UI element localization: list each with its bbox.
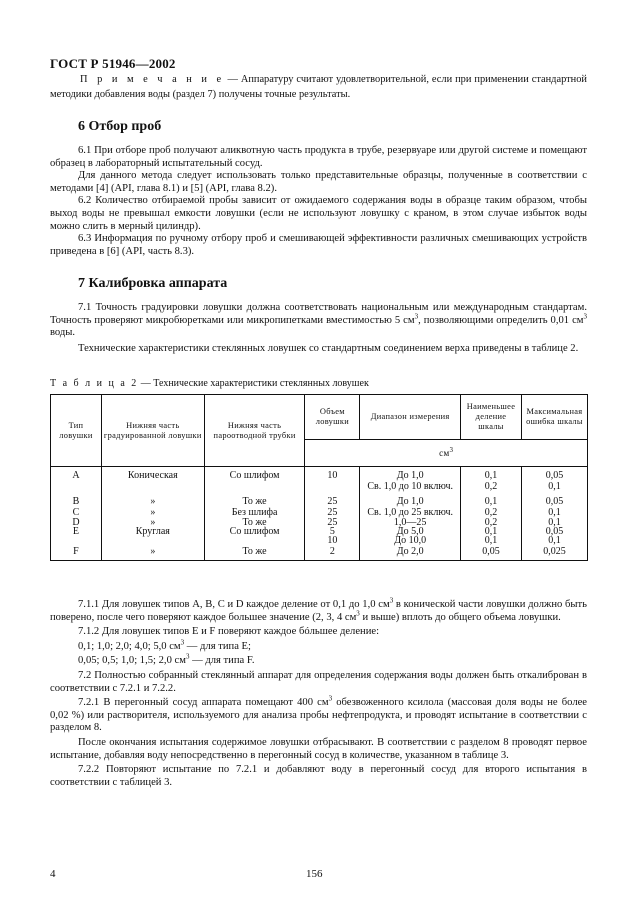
- table-cell-lower: [101, 536, 204, 545]
- note: [50, 72, 587, 102]
- table-cell-type: D: [51, 518, 102, 527]
- paragraph: 7.1 Точность градуировки ловушки должна соответствовать национальным или международным стандартам. Точность проверяют микробюретками или микропипетками вместимостью 5 $см^3$, позволяющими определить 0,01 $см^3$ воды.: [50, 302, 587, 339]
- table-cell-volume: 25: [305, 507, 360, 518]
- table-cell-lower: »: [101, 492, 204, 507]
- table-cell-division: 0,05: [461, 546, 522, 561]
- note-label: П р и м е ч а н и е: [80, 74, 225, 85]
- table-row: [51, 546, 588, 561]
- table-cell-lower: »: [101, 518, 204, 527]
- table-body: [51, 467, 588, 561]
- paragraph: Для данного метода следует использовать только представительные образцы, полученные в соответствии с методами [4] (API, глава 8.1) и [5] (API, глава 8.2).: [50, 170, 587, 194]
- col-header-lower-tube: Нижняя часть пароотводной трубки: [204, 395, 305, 467]
- table-cell-volume: [305, 481, 360, 492]
- table-caption: Т а б л и ц а 2 — Технические характеристики стеклянных ловушек: [50, 378, 369, 389]
- table-cell-range: До 10,0: [360, 536, 461, 545]
- table-row: [51, 518, 588, 527]
- table-cell-error: 0,025: [521, 546, 587, 561]
- table-cell-type: B: [51, 492, 102, 507]
- table-cell-lower: [101, 481, 204, 492]
- table-cell-tube: Без шлифа: [204, 507, 305, 518]
- table-cell-division: 0,2: [461, 518, 522, 527]
- table-cell-tube: То же: [204, 546, 305, 561]
- table-cell-range: До 2,0: [360, 546, 461, 561]
- table-cell-type: C: [51, 507, 102, 518]
- paragraph: 7.1.2 Для ловушек типов Е и F поверяют каждое бóльшее деление:: [78, 626, 380, 638]
- table-cell-tube: То же: [204, 518, 305, 527]
- table-cell-error: 0,05: [521, 467, 587, 482]
- after-table-body: [50, 596, 588, 789]
- table-cell-lower: Круглая: [101, 527, 204, 536]
- table-cell-division: 0,1: [461, 492, 522, 507]
- section-6-title: 6 Отбор проб: [78, 119, 162, 134]
- table-cell-range: Св. 1,0 до 25 включ.: [360, 507, 461, 518]
- paragraph: После окончания испытания содержимое ловушки отбрасывают. В соответствии с разделом 8 проводят первое испытание, добавляя воду непосредственно в перегонный сосуд в количестве, указанном в таблице 3.: [50, 736, 587, 761]
- table-cell-range: До 1,0: [360, 492, 461, 507]
- table-cell-division: 0,1: [461, 527, 522, 536]
- col-header-division: Наименьшее деление шкалы: [461, 395, 522, 440]
- page-header: ГОСТ Р 51946—2002: [50, 56, 176, 71]
- table-cell-volume: 10: [305, 467, 360, 482]
- table-cell-lower: »: [101, 507, 204, 518]
- table-cell-error: 0,1: [521, 507, 587, 518]
- paragraph: 0,05; 0,5; 1,0; 1,5; 2,0 $см^3$ — для типа F.: [78, 652, 255, 667]
- table-cell-type: F: [51, 546, 102, 561]
- page-number-left: 4: [50, 868, 56, 880]
- paragraph: 7.2.2 Повторяют испытание по 7.2.1 и добавляют воду в перегонный сосуд для второго испытания в соответствии с таблицей 3.: [50, 764, 587, 788]
- paragraph: 6.2 Количество отбираемой пробы зависит от ожидаемого содержания воды в образце таким образом, чтобы выход воды не превышал емкости ловушки (если не используют ловушку с краном, в этом случае избыток воды можно слить в мерный цилиндр).: [50, 195, 587, 232]
- table-cell-error: 0,1: [521, 536, 587, 545]
- paragraph: 6.3 Информация по ручному отбору проб и смешивающей эффективности различных смешивающих устройств приведена в [6] (API, часть 8.3).: [50, 233, 587, 257]
- col-header-type: Тип ловушки: [51, 395, 102, 467]
- table-cell-error: 0,05: [521, 527, 587, 536]
- table-cell-division: 0,2: [461, 481, 522, 492]
- table-row: [51, 492, 588, 507]
- table-cell-error: 0,1: [521, 518, 587, 527]
- paragraph: 7.2.1 В перегонный сосуд аппарата помещают 400 $см^3$ обезвоженного ксилола (массовая доля воды не более 0,02 %) или растворителя, используемого для анализа пробы нефтепродукта, и проводят испытание в соответствии с разделом 8.: [50, 694, 588, 734]
- table-cell-range: 1,0—25: [360, 518, 461, 527]
- paragraph: 7.1.1 Для ловушек типов А, В, С и D каждое деление от 0,1 до 1,0 $см^3$ в конической части ловушки должно быть поверено, после чего поверяют каждое большее значение (2, 3, 4 $см^3$ и выше) вплоть до общего объема ловушки.: [50, 596, 587, 623]
- section-6-body: [50, 145, 587, 258]
- table-cell-type: E: [51, 527, 102, 536]
- table-cell-tube: То же: [204, 492, 305, 507]
- unit-header: $см^3$: [305, 440, 588, 467]
- table-row: [51, 536, 588, 545]
- section-7-title: 7 Калибровка аппарата: [78, 276, 228, 291]
- table-row: [51, 481, 588, 492]
- col-header-error: Максимальная ошибка шкалы: [521, 395, 587, 440]
- table-row: [51, 527, 588, 536]
- table-cell-error: 0,05: [521, 492, 587, 507]
- table-cell-type: [51, 536, 102, 545]
- table-cell-division: 0,2: [461, 507, 522, 518]
- table-cell-tube: [204, 481, 305, 492]
- table-cell-volume: 10: [305, 536, 360, 545]
- table-cell-range: Св. 1,0 до 10 включ.: [360, 481, 461, 492]
- paragraph: Технические характеристики стеклянных ловушек со стандартным соединением верха приведены в таблице 2.: [78, 342, 579, 354]
- table-row: [51, 467, 588, 482]
- table-cell-tube: Со шлифом: [204, 467, 305, 482]
- table-cell-volume: 25: [305, 518, 360, 527]
- table-cell-range: До 5,0: [360, 527, 461, 536]
- table-cell-tube: [204, 536, 305, 545]
- traps-table: [50, 394, 588, 561]
- col-header-range: Диапазон измерения: [360, 395, 461, 440]
- table-cell-type: [51, 481, 102, 492]
- col-header-lower-trap: Нижняя часть градуированной ловушки: [101, 395, 204, 467]
- table-row: [51, 507, 588, 518]
- table-cell-tube: Со шлифом: [204, 527, 305, 536]
- paragraph: 7.2 Полностью собранный стеклянный аппарат для определения содержания воды должен быть откалиброван в соответствии с 7.2.1 и 7.2.2.: [50, 669, 587, 694]
- section-7-body: [50, 302, 587, 355]
- table-cell-lower: »: [101, 546, 204, 561]
- table-cell-division: 0,1: [461, 536, 522, 545]
- table-cell-volume: 5: [305, 527, 360, 536]
- table-cell-division: 0,1: [461, 467, 522, 482]
- col-header-volume: Объем ловушки: [305, 395, 360, 440]
- table-cell-type: A: [51, 467, 102, 482]
- table-cell-volume: 25: [305, 492, 360, 507]
- table-cell-volume: 2: [305, 546, 360, 561]
- paragraph: 6.1 При отборе проб получают аликвотную часть продукта в трубе, резервуаре или другой системе и помещают образец в лабораторный испытательный сосуд.: [50, 145, 587, 169]
- table-cell-error: 0,1: [521, 481, 587, 492]
- paragraph: 0,1; 1,0; 2,0; 4,0; 5,0 $см^3$ — для типа Е;: [78, 638, 251, 652]
- page-number-center: 156: [306, 868, 323, 880]
- note-text: — Аппаратуру считают удовлетворительной, если при применении стандартной методики добавления воды (раздел 7) получены точные результаты.: [50, 74, 587, 100]
- table-cell-lower: Коническая: [101, 467, 204, 482]
- table-cell-range: До 1,0: [360, 467, 461, 482]
